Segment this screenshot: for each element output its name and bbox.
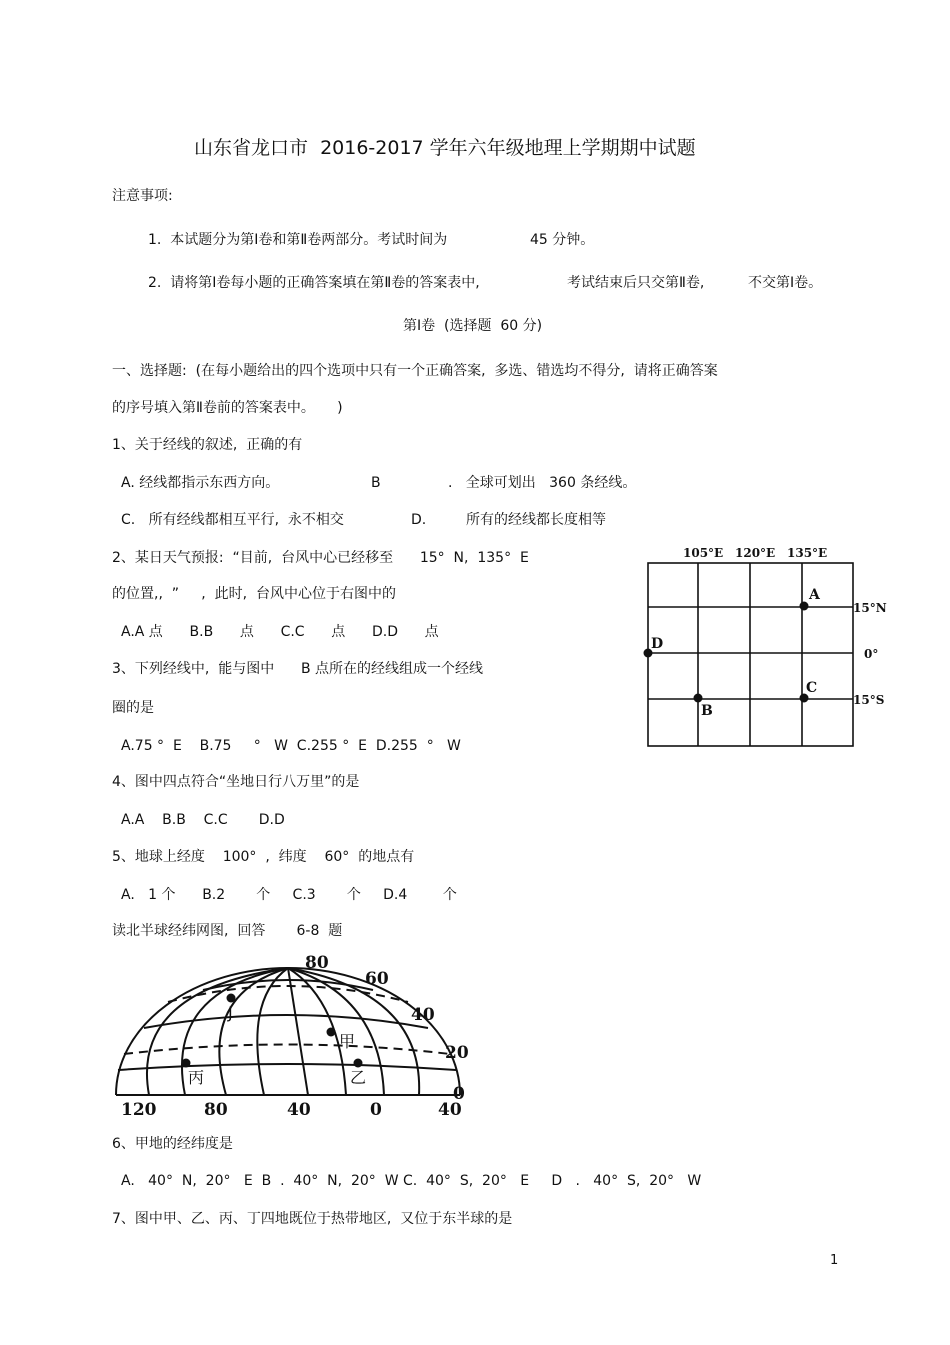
q3-stem: 3、下列经线中, 能与图中 B 点所在的经线组成一个经线 bbox=[112, 661, 484, 677]
grid-top-label-135e: 135°E bbox=[787, 546, 828, 560]
grid-top-label-105e: 105°E bbox=[683, 546, 724, 560]
q1-stem: 1、关于经线的叙述, 正确的有 bbox=[112, 437, 303, 453]
lon-label-0: 0 bbox=[370, 1100, 382, 1120]
grid-top-label-120e: 120°E bbox=[735, 546, 776, 560]
q4-options: A.A B.B C.C D.D bbox=[121, 812, 285, 828]
place-jia-marker bbox=[327, 1028, 336, 1037]
place-yi-marker bbox=[354, 1059, 363, 1068]
notice-item-1: 1. 本试题分为第Ⅰ卷和第Ⅱ卷两部分。考试时间为 bbox=[148, 232, 448, 248]
notice-item-2: 2. 请将第Ⅰ卷每小题的正确答案填在第Ⅱ卷的答案表中, bbox=[148, 275, 480, 291]
grid-right-label-0: 0° bbox=[864, 647, 879, 661]
q4-stem: 4、图中四点符合“坐地日行八万里”的是 bbox=[112, 774, 360, 790]
lat-long-grid-map bbox=[640, 540, 895, 755]
q1-option-d-mark: D. bbox=[411, 512, 427, 528]
q6-stem: 6、甲地的经纬度是 bbox=[112, 1136, 233, 1152]
lon-label-120: 120 bbox=[121, 1100, 157, 1120]
lon-label-40-west: 40 bbox=[287, 1100, 311, 1120]
grid-right-label-15n: 15°N bbox=[853, 601, 887, 615]
lat-label-20: 20 bbox=[445, 1043, 469, 1063]
q1-option-b-text: . 全球可划出 360 条经线。 bbox=[448, 475, 637, 491]
northern-hemisphere-map bbox=[108, 950, 478, 1120]
place-yi-label: 乙 bbox=[350, 1068, 367, 1087]
q1-option-b-mark: B bbox=[371, 475, 381, 491]
q3-stem-line2: 圈的是 bbox=[112, 700, 154, 716]
lat-label-80: 80 bbox=[305, 953, 329, 973]
page-number: 1 bbox=[830, 1253, 839, 1268]
q6-options: A. 40° N, 20° E B . 40° N, 20° W C. 40° S, 20° E D . 40° S, 20° W bbox=[121, 1173, 702, 1189]
point-b-marker bbox=[694, 694, 703, 703]
place-j-label: J bbox=[228, 1003, 233, 1022]
notice-item-2-part-b: 考试结束后只交第Ⅱ卷, bbox=[567, 275, 705, 291]
q1-option-c: C. 所有经线都相互平行, 永不相交 bbox=[121, 512, 344, 528]
point-b-label: B bbox=[701, 703, 713, 719]
lat-label-40: 40 bbox=[411, 1005, 435, 1025]
lon-label-80: 80 bbox=[204, 1100, 228, 1120]
section-title: 第Ⅰ卷 (选择题 60 分) bbox=[403, 318, 543, 334]
q7-stem: 7、图中甲、乙、丙、丁四地既位于热带地区, 又位于东半球的是 bbox=[112, 1211, 513, 1227]
place-bing-marker bbox=[182, 1059, 191, 1068]
place-j-marker bbox=[227, 994, 236, 1003]
lon-label-40-east: 40 bbox=[438, 1100, 462, 1120]
q2-stem-line2: 的位置,, ” , 此时, 台风中心位于右图中的 bbox=[112, 586, 397, 602]
q5-stem: 5、地球上经度 100° , 纬度 60° 的地点有 bbox=[112, 849, 415, 865]
point-c-label: C bbox=[806, 680, 818, 696]
point-d-label: D bbox=[651, 636, 664, 652]
place-bing-label: 丙 bbox=[188, 1068, 205, 1087]
notice-item-2-part-c: 不交第Ⅰ卷。 bbox=[748, 275, 823, 291]
lat-label-0: 0 bbox=[453, 1084, 465, 1104]
q3-options: A.75 ° E B.75 ° W C.255 ° E D.255 ° W bbox=[121, 738, 461, 754]
q5-options: A. 1 个 B.2 个 C.3 个 D.4 个 bbox=[121, 887, 457, 903]
lat-label-60: 60 bbox=[365, 969, 389, 989]
point-a-marker bbox=[800, 602, 809, 611]
q1-option-d-text: 所有的经线都长度相等 bbox=[466, 512, 606, 528]
q1-option-a: A. 经线都指示东西方向。 bbox=[121, 475, 280, 491]
place-jia-label: 甲 bbox=[339, 1032, 356, 1051]
read-map-instruction: 读北半球经纬网图, 回答 6-8 题 bbox=[112, 923, 343, 939]
exam-title: 山东省龙口市 2016-2017 学年六年级地理上学期期中试题 bbox=[194, 137, 696, 159]
point-a-label: A bbox=[809, 587, 820, 603]
q2-options: A.A 点 B.B 点 C.C 点 D.D 点 bbox=[121, 624, 439, 640]
part1-instructions-line2: 的序号填入第Ⅱ卷前的答案表中。 ) bbox=[112, 400, 343, 416]
grid-right-label-15s: 15°S bbox=[853, 693, 885, 707]
part1-instructions-line1: 一、选择题: (在每小题给出的四个选项中只有一个正确答案, 多选、错选均不得分, 请将正确答案 bbox=[112, 363, 718, 379]
q2-stem: 2、某日天气预报: “目前, 台风中心已经移至 15° N, 135° E bbox=[112, 550, 529, 566]
notice-item-1-duration: 45 分钟。 bbox=[530, 232, 595, 248]
notice-heading: 注意事项: bbox=[112, 188, 173, 204]
